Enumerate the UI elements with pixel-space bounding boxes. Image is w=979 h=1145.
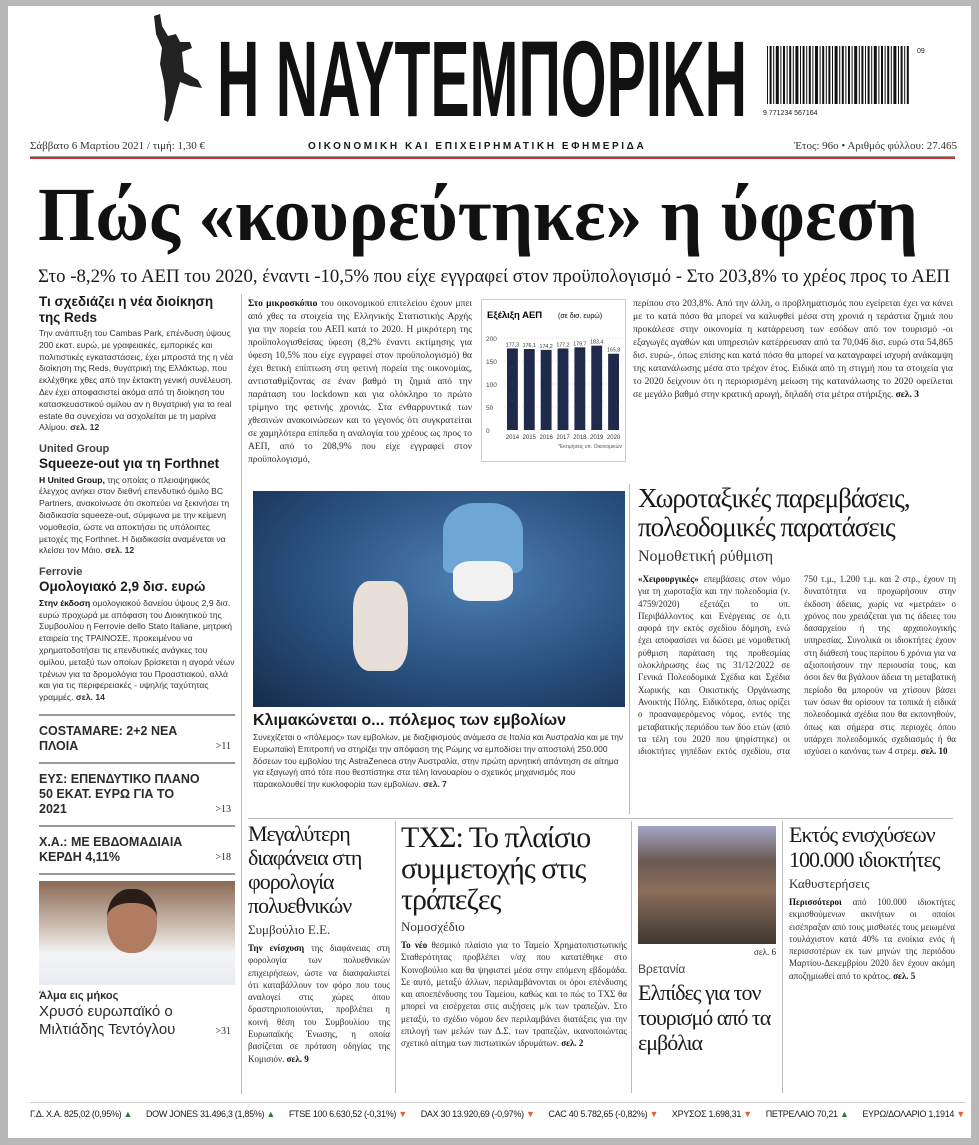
bar (591, 346, 602, 430)
bar-value-label: 183,4 (590, 339, 604, 346)
page-ref: >31 (215, 1025, 231, 1037)
masthead (213, 12, 753, 128)
barcode-bar (852, 46, 853, 104)
barcode-bar (907, 46, 909, 104)
ticker-label: ΕΥΡΩ/ΔΟΛΑΡΙΟ (862, 1109, 927, 1119)
ticker-value: 5.782,65 (-0,82%) (580, 1109, 648, 1119)
landlords-article[interactable] (789, 822, 955, 982)
landlords-lead: Περισσότεροι (789, 897, 842, 907)
barcode-issue: 09 (917, 48, 925, 55)
page-ref: σελ. 2 (561, 1038, 584, 1049)
barcode-bar (820, 46, 821, 104)
page-ref: σελ. 9 (286, 1053, 309, 1064)
x-tick-label: 2018 (573, 435, 587, 441)
ticker-value: 31.496,3 (1,85%) (199, 1109, 265, 1119)
x-tick-label: 2020 (606, 435, 621, 441)
barcode-bar (904, 46, 905, 104)
planning-article[interactable] (638, 484, 956, 757)
gdp-bar-chart (482, 300, 627, 463)
planning-lead: «Χειρουργικές» (638, 574, 699, 584)
bar-value-label: 174,2 (539, 343, 553, 350)
lead-text: του οικονομικού επιτελείου έχουν μπει από χθες τα στοιχεία της Ελληνικής Στατιστικής Αρχής για την πορεία του ΑΕΠ κατά το 2020. Η μικρότερη της προϋπολογισθείσας ύφεση (8,2% έναντι εκτίμησης για ύφεση 10,5% που είχε εγγραφεί στον προϋπολογισμό) θα έχει θετική επίπτωση στη φετινή πορεία της οικονομίας, αντισταθμίζοντας σε έναν βαθμό τη ζημιά από την παράταση του lockdown και για ολόκληρο το πρώτο τρίμηνο της φετινής χρονιάς. Στα ενθαρρυντικά των χθεσινών ανακοινώσεων και το γεγονός ότι συγκρατείται σε χαμηλότερα επίπεδα η αναλογία του χρέους ως προς το ΑΕΠ, από το 208,9% που είχε εγγραφεί στον προϋπολογισμό, (248, 299, 472, 465)
page-ref: σελ. 12 (70, 422, 100, 433)
masthead-divider (30, 156, 955, 159)
tourism-kicker: Βρετανία (638, 962, 686, 976)
ticker-item (862, 1109, 965, 1119)
barcode-bar (803, 46, 805, 104)
column-divider (241, 294, 242, 1094)
vaccines-article[interactable] (253, 711, 625, 791)
column-divider (629, 484, 630, 814)
ticker-label: ΧΡΥΣΟΣ (671, 1109, 707, 1119)
brief-title: Ομολογιακό 2,9 δισ. ευρώ (39, 579, 206, 595)
hfsf-title: ΤΧΣ: Το πλαίσιο συμμετοχής στις τράπεζες (401, 821, 591, 916)
ticker-item (30, 1109, 132, 1119)
vaccines-body: Συνεχίζεται ο «πόλεμος» των εμβολίων, με διαξιφισμούς ανάμεσα σε Ιταλία και Αυστραλία και με την Ευρωπαϊκή Επιτροπή να στηρίζει την απόφαση της Ρώμης να εμποδίσει την αποστολή 250.000 δόσεων του εμβολίου της AstraZeneca στην Αυστραλία, στην πρώτη αρνητική απάντηση σε αίτημα για εξαγωγή από τότε που θεσπίστηκε στα τέλη Ιανουαρίου ο σχετικός μηχανισμός που παρακολουθεί την κυκλοφορία των εμβολίων. (253, 732, 624, 790)
barcode-bar (848, 46, 850, 104)
teaser-athex[interactable] (39, 825, 235, 873)
page-ref: >13 (215, 803, 231, 815)
ticker-item (289, 1109, 407, 1119)
bar (507, 348, 518, 430)
hermes-logo-icon (146, 12, 206, 124)
bar (541, 350, 552, 430)
ticker-label: ΠΕΤΡΕΛΑΙΟ (765, 1109, 815, 1119)
sport-item[interactable] (39, 873, 235, 1047)
athlete-photo (39, 881, 235, 985)
ticker-item (421, 1109, 535, 1119)
left-column (39, 294, 235, 1047)
barcode-bar (868, 46, 870, 104)
y-tick-label: 50 (486, 405, 494, 412)
x-tick-label: 2019 (590, 435, 604, 441)
lead-headline-wrap[interactable] (36, 166, 941, 258)
year-issue: Έτος: 96ο • Αριθμός φύλλου: 27.465 (794, 140, 957, 152)
y-tick-label: 100 (486, 382, 497, 389)
barcode-bar (828, 46, 830, 104)
lead-body-1 (248, 298, 472, 467)
chart-footnote: *Εκτιμήσεις υπ. Οικονομικών (557, 444, 622, 450)
barcode-bar (839, 46, 840, 104)
barcode-bar (826, 46, 827, 104)
y-tick-label: 150 (486, 359, 497, 366)
bar-value-label: 165,8 (606, 347, 621, 354)
ticker-value: 1.698,31 (708, 1109, 742, 1119)
bar (524, 349, 535, 430)
barcode-bar (854, 46, 857, 104)
teaser-eys[interactable] (39, 762, 235, 825)
arrow-down-icon: ▼ (956, 1109, 965, 1119)
planning-title: Χωροταξικές παρεμβάσεις, πολεοδομικές παρατάσεις (638, 483, 910, 542)
arrow-down-icon: ▼ (743, 1109, 752, 1119)
ruins-photo (638, 826, 776, 944)
barcode-bar (871, 46, 872, 104)
ticker-value: 13.920,69 (-0,97%) (452, 1109, 524, 1119)
brief-lead: Η United Group, (39, 474, 105, 485)
vaccines-title: Κλιμακώνεται ο... πόλεμος των εμβολίων (253, 712, 566, 729)
ticker-item (672, 1109, 752, 1119)
barcode-bar (773, 46, 774, 104)
brief-body: ομολογιακού δανείου ύψους 2,9 δισ. ευρώ προχωρά με απόφαση του Διοικητικού της Συμβουλίου η Ferrovie dello Stato Italiane, μητρική εταιρεία της ΤΡΑΙΝΟΣΕ, προκειμένου να χρηματοδοτήσει τις επενδυτικές ανάγκες του ομίλου, μεταξύ των οποίων βρίσκεται η αγορά νέων τρένων για τα δρομολόγια του Προαστιακού, αλλά και για τις περιφερειακές - υψηλής ταχύτητας γραμμές. (39, 597, 235, 703)
barcode-bar (898, 46, 899, 104)
arrow-up-icon: ▲ (839, 1109, 849, 1119)
barcode-bar (861, 46, 863, 104)
x-tick-label: 2015 (522, 435, 536, 441)
teaser-title: Χ.Α.: ΜΕ ΕΒΔΟΜΑΔΙΑΙΑ ΚΕΡΔΗ 4,11% (39, 834, 183, 864)
brief-body: της οποίας ο πλειοψηφικός έλεγχος ανήκει στον διεθνή επενδυτικό όμιλο BC Partners, ανακοίνωσε ότι σκοπεύει να ξεκινήσει τη διαδικασία squeeze-out, σύμφωνα με την κείμενη νομοθεσία, ώστε να αποκτήσει τις υπόλοιπες μετοχές της Forthnet. Η διαδικασία αναμένεται να κλείσει τον Μάιο. (39, 474, 230, 556)
vaccine-photo (253, 491, 625, 707)
brief-body: Την ανάπτυξη του Cambas Park, επένδυση ύψους 200 εκατ. ευρώ, με γραφειακές, εμπορικές και πολιτιστικές εγκαταστάσεις, έχει μπροστά της η νέα διοίκηση της Reds, θυγατρική της Ελλάκτωρ, που εκλέχθηκε χθες από την έκτακτη γενική συνέλευση. Δεν έχει αποφασιστεί ακόμα από τη διοίκηση του κατασκευαστικού ομίλου αν η θυγατρική για το real estate θα συνεχίσει να ασχολείται με τη μαρίνα Αλίμου. (39, 328, 234, 433)
newspaper-title: Η ΝΑΥΤΕΜΠΟΡΙΚΗ (217, 18, 747, 128)
barcode-bar (835, 46, 838, 104)
ticker-value: 70,21 (816, 1109, 838, 1119)
barcode-bar (783, 46, 785, 104)
barcode-bar (809, 46, 811, 104)
barcode-bar (881, 46, 883, 104)
chart-title: Εξέλιξη ΑΕΠ (487, 310, 543, 321)
barcode-bar (887, 46, 889, 104)
ticker-label: DOW JONES (145, 1109, 198, 1119)
bar-value-label: 179,7 (573, 341, 587, 348)
bar (574, 347, 585, 430)
date-price: Σάββατο 6 Μαρτίου 2021 / τιμή: 1,30 € (30, 140, 206, 152)
ticker-value: 1,1914 (928, 1109, 955, 1119)
barcode (763, 44, 953, 124)
page-ref: σελ. 7 (423, 779, 447, 790)
sport-title: Χρυσό ευρωπαϊκό ο Μιλτιάδης Τεντόγλου (39, 1002, 176, 1038)
barcode-bar (776, 46, 779, 104)
arrow-up-icon: ▲ (266, 1109, 276, 1119)
tourism-article[interactable] (638, 826, 776, 1055)
bar (558, 348, 569, 430)
lead-headline[interactable]: Πώς «κουρεύτηκε» η ύφεση (38, 173, 918, 257)
tax-title: Μεγαλύτερη διαφάνεια στη φορολογία πολυεθνικών (248, 821, 362, 918)
barcode-bar (800, 46, 801, 104)
barcode-bar (865, 46, 866, 104)
front-page (8, 6, 971, 1138)
y-tick-label: 200 (486, 336, 497, 343)
hfsf-body: θεσμικό πλαίσιο για το Ταμείο Χρηματοπιστωτικής Σταθερότητας προβλέπει ν/σχ που κατατέθηκε στο Κοινοβούλιο και θα ψηφιστεί μέσα στην επόμενη εβδομάδα. Σε αυτό, μεταξύ άλλων, περιλαμβάνονται οι όροι επένδυσης και αποεπένδυσης του Ταμείου, καθώς και το πώς το ΤΧΣ θα μπορεί να εισέρχεται στις αυξήσεις μ/κ των τραπεζών. Στο μεταξύ, το σχέδιο νόμου δεν περιλαμβάνει διατάξεις για την επιλογή των μελών των Δ.Σ. των τραπεζών, ικανοποιώντας σχετικό αίτημα των πιστωτικών ιδρυμάτων. (401, 940, 627, 1049)
page-ref: σελ. 5 (893, 970, 916, 981)
ticker-label: Γ.Δ. Χ.Α. (30, 1109, 62, 1119)
barcode-bar (901, 46, 903, 104)
brief-kicker: United Group (39, 443, 110, 456)
barcode-bar (770, 46, 772, 104)
page-ref: σελ. 10 (920, 746, 948, 757)
barcode-bar (806, 46, 807, 104)
barcode-bar (874, 46, 877, 104)
hfsf-article[interactable] (401, 822, 627, 1050)
sport-kicker: Άλμα εις μήκος (39, 989, 119, 1002)
barcode-bar (842, 46, 844, 104)
x-tick-label: 2014 (505, 435, 520, 441)
brief-forthnet[interactable] (39, 443, 235, 557)
ticker-item (766, 1109, 849, 1119)
page-ref: σελ. 3 (895, 390, 919, 400)
lead-body-2 (633, 298, 953, 402)
teasers (39, 714, 235, 1047)
ticker-label: DAX 30 (420, 1109, 450, 1119)
planning-body: επεμβάσεις στον νόμο για τη χωροταξία και την πολεοδομία (ν. 4759/2020) εξετάζει το υπ. Περιβάλλοντος και Ενέργειας σε ό,τι αφορά την εκτός σχεδίου δόμηση, ενώ έχει αποφασίσει να δώσει με νομοθετική ρύθμιση παράταση της προθεσμίας ολοκλήρωσης έως τις 31/12/2022 σε Γενικά Πολεοδομικά Σχέδια και Σχέδια Χωρικής και Οικιστικής Οργάνωσης Ανοικτής Πόλης. Ειδικότερα, όπως ορίζει ο προαναφερόμενος νόμος, εντός της μεταβατικής περιόδου των δύο ετών (από τα τέλη του 2020 που ψηφίστηκε) οι ιδιοκτήτες γηπέδων εκτός σχεδίου, στα 750 τ.μ., 1.200 τ.μ. και 2 στρ., έχουν τη δυνατότητα να προχωρήσουν στην έκδοση άδειας, χωρίς να «μετράει» ο χρόνος που χρειάζεται για τις άδειες του δασαρχείου ή της αρχαιολογικής υπηρεσίας. Συνολικά οι ιδιοκτήτες έχουν στη διάθεσή τους περίπου 6 χρόνια για να αξιοποιήσουν την περιουσία τους, και όσοι δεν θα βγάλουν άδεια τη μεταβατική περίοδο θα μπορούν να χτίσουν βάσει των όσων θα ορίσουν τα τοπικά ή ειδικά πολεοδομικά σχέδια που θα εκπονηθούν, όπως και σήμερα στις περιοχές όπου υπάρχει πολεοδομικός σχεδιασμός ή θα ισχύσει ο κανόνας των 4 στρεμ. (638, 574, 956, 757)
column-divider (395, 821, 396, 1093)
barcode-bar (780, 46, 781, 104)
barcode-bar (891, 46, 892, 104)
brief-ferrovie[interactable] (39, 566, 235, 704)
barcode-icon (763, 44, 913, 109)
arrow-down-icon: ▼ (649, 1109, 659, 1119)
planning-section: Νομοθετική ρύθμιση (638, 548, 774, 565)
lead-text: περίπου στο 203,8%. Από την άλλη, ο προβληματισμός που εγείρεται έχει να κάνει με το κατά πόσο θα μπορεί να καλυφθεί μέσα στη χρονιά η τεράστια ζημιά που προκάλεσε στην οικονομία η κατάρρευση των εσόδων από τον τουρισμό -οι εξαγωγές αγαθών και υπηρεσιών κατέρρευσαν από τα 70,046 δισ. ευρώ στα 54,865 δισ. ευρώ-, όπως επίσης και κατά πόσο θα μπορεί να καταγραφεί ισχυρή ανάκαμψη της κατανάλωσης μέσα στο τρέχον έτος. Ειδικά από τη στιγμή που τα στοιχεία για το 2020 δείχνουν ότι η περιορισμένη μείωση της κατανάλωσης το 2020 οφείλεται σε μεγάλο βαθμό στην κρατική αρωγή, δηλαδή στα μέτρα στήριξης. (633, 299, 953, 400)
x-tick-label: 2017 (556, 435, 570, 441)
x-tick-label: 2016 (539, 435, 553, 441)
brief-title: Squeeze-out για τη Forthnet (39, 456, 220, 472)
barcode-bar (822, 46, 824, 104)
bar (608, 354, 619, 430)
ticker-item (146, 1109, 275, 1119)
brief-kicker: Ferrovie (39, 566, 83, 579)
bar-value-label: 176,1 (522, 342, 536, 349)
lead-subhead-wrap (36, 262, 953, 290)
barcode-bar (832, 46, 833, 104)
ticker-item (548, 1109, 658, 1119)
barcode-bar (787, 46, 788, 104)
landlords-title: Εκτός ενισχύσεων 100.000 ιδιοκτήτες (789, 822, 940, 872)
y-tick-label: 0 (486, 428, 490, 435)
row-divider (248, 818, 953, 819)
gdp-chart (481, 299, 626, 462)
brief-reds[interactable] (39, 294, 235, 434)
barcode-bar (812, 46, 813, 104)
tax-body: της διαφάνειας στη φορολογία των πολυεθνικών επιχειρήσεων, ώστε να διασφαλιστεί ότι καταβάλλουν τον φόρο που τους αναλογεί στις χώρες όπου δραστηριοποιούνται, προβλέπει η κοινή θέση του Συμβουλίου της Ευρωπαϊκής Ένωσης, η οποία βασίζεται σε πρόταση οδηγίας της Κομισιόν. (248, 943, 390, 1064)
market-ticker (30, 1102, 965, 1119)
column-divider (782, 821, 783, 1093)
teaser-title: ΕΥΣ: ΕΠΕΝΔΥΤΙΚΟ ΠΛΑΝΟ 50 ΕΚΑΤ. ΕΥΡΩ ΓΙΑ ΤΟ 2021 (39, 771, 200, 816)
bar-value-label: 177,3 (505, 342, 520, 349)
teaser-title: COSTAMARE: 2+2 ΝΕΑ ΠΛΟΙΑ (39, 723, 178, 753)
barcode-bar (795, 46, 798, 104)
hfsf-section: Νομοσχέδιο (401, 919, 465, 934)
tourism-title: Ελπίδες για τον τουρισμό από τα εμβόλια (638, 980, 771, 1055)
bar-value-label: 177,2 (556, 342, 570, 349)
barcode-bar (789, 46, 791, 104)
ticker-value: 6.630,52 (-0,31%) (329, 1109, 397, 1119)
tax-section: Συμβούλιο Ε.Ε. (248, 922, 331, 937)
page-ref: >18 (215, 851, 231, 863)
arrow-down-icon: ▼ (526, 1109, 535, 1119)
page-ref: σελ. 12 (105, 545, 135, 556)
page-ref: σελ. 6 (754, 947, 776, 957)
barcode-bar (793, 46, 794, 104)
brief-title: Τι σχεδιάζει η νέα διοίκηση της Reds (39, 294, 214, 325)
ticker-value: 825,02 (0,95%) (64, 1109, 122, 1119)
page-ref: >11 (215, 740, 231, 752)
lead-bold: Στο μικροσκόπιο (248, 299, 318, 309)
barcode-bar (893, 46, 896, 104)
arrow-up-icon: ▲ (123, 1109, 133, 1119)
ticker-label: FTSE 100 (288, 1109, 327, 1119)
barcode-bar (859, 46, 860, 104)
brief-lead: Στην έκδοση (39, 597, 91, 608)
barcode-bar (815, 46, 818, 104)
landlords-section: Καθυστερήσεις (789, 876, 870, 891)
barcode-number: 9 771234 567164 (763, 110, 818, 117)
barcode-bar (885, 46, 886, 104)
chart-title-unit: (σε δισ. ευρώ) (558, 313, 603, 320)
hfsf-lead: Το νέο (401, 940, 428, 950)
barcode-bar (845, 46, 846, 104)
column-divider (631, 821, 632, 1093)
arrow-down-icon: ▼ (398, 1109, 407, 1119)
lead-subhead: Στο -8,2% το ΑΕΠ του 2020, έναντι -10,5% που είχε εγγραφεί στον προϋπολογισμό - Στο 203,8% το χρέος προς το ΑΕΠ (38, 266, 951, 287)
tax-lead: Την ενίσχυση (248, 943, 305, 953)
ticker-label: CAC 40 (548, 1109, 579, 1119)
barcode-bar (878, 46, 879, 104)
page-ref: σελ. 14 (75, 692, 105, 703)
teaser-costamare[interactable] (39, 714, 235, 762)
barcode-bar (767, 46, 768, 104)
landlords-body: από 100.000 ιδιοκτήτες εκμισθούμενων ακινήτων οι οποίοι εισέπραξαν από τους μισθωτές τους μειωμένα τουλάχιστον κατά 40% τα ενοίκια ενός ή περισσοτέρων εκ των μηνών της περιόδου Μαρτίου-Δεκεμβρίου 2020 δεν έχουν ακόμη αποζημιωθεί από το κράτος. (789, 897, 955, 981)
tagline: ΟΙΚΟΝΟΜΙΚΗ ΚΑΙ ΕΠΙΧΕΙΡΗΜΑΤΙΚΗ ΕΦΗΜΕΡΙΔΑ (308, 141, 647, 152)
tax-article[interactable] (248, 822, 390, 1065)
